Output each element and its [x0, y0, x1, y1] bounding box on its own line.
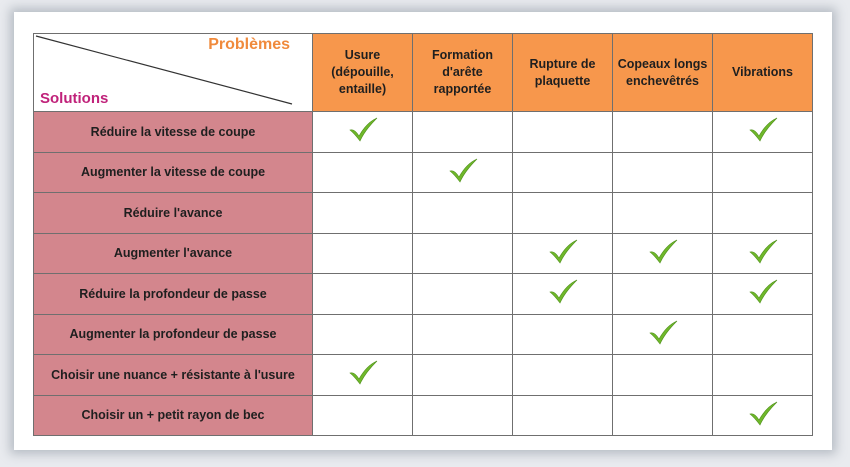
- check-mark-icon: [547, 238, 579, 264]
- matrix-body: [34, 112, 813, 436]
- matrix-cell: [613, 112, 713, 153]
- matrix-cell: [713, 152, 813, 193]
- matrix-cell: [613, 233, 713, 274]
- table-row: [34, 274, 813, 315]
- matrix-cell: [313, 314, 413, 355]
- check-mark-icon: [747, 116, 779, 142]
- problem-header-4: Vibrations: [713, 34, 813, 112]
- matrix-cell: [413, 355, 513, 396]
- matrix-cell: [413, 233, 513, 274]
- matrix-cell: [613, 314, 713, 355]
- problems-label: Problèmes: [208, 36, 290, 53]
- matrix-cell: [713, 395, 813, 436]
- matrix-cell: [313, 152, 413, 193]
- matrix-cell: [313, 395, 413, 436]
- matrix-cell: [413, 274, 513, 315]
- table-row: [34, 233, 813, 274]
- solution-label: Augmenter la profondeur de passe: [34, 314, 313, 355]
- check-mark-icon: [447, 157, 479, 183]
- solution-label: Réduire la profondeur de passe: [34, 274, 313, 315]
- matrix-cell: [513, 233, 613, 274]
- solution-label: Réduire la vitesse de coupe: [34, 112, 313, 153]
- matrix-cell: [413, 152, 513, 193]
- check-mark-icon: [647, 319, 679, 345]
- matrix-cell: [313, 233, 413, 274]
- table-row: [34, 314, 813, 355]
- matrix-cell: [413, 395, 513, 436]
- header-row: [34, 34, 813, 112]
- matrix-cell: [713, 314, 813, 355]
- matrix-cell: [413, 112, 513, 153]
- matrix-cell: [513, 395, 613, 436]
- matrix-cell: [713, 112, 813, 153]
- check-mark-icon: [747, 400, 779, 426]
- solution-label: Augmenter la vitesse de coupe: [34, 152, 313, 193]
- check-mark-icon: [747, 278, 779, 304]
- matrix-cell: [613, 395, 713, 436]
- check-mark-icon: [747, 238, 779, 264]
- solution-label: Augmenter l'avance: [34, 233, 313, 274]
- corner-cell: [34, 34, 313, 112]
- matrix-cell: [413, 314, 513, 355]
- problem-header-0: Usure (dépouille, entaille): [313, 34, 413, 112]
- check-mark-icon: [647, 238, 679, 264]
- matrix-cell: [513, 112, 613, 153]
- table-row: [34, 395, 813, 436]
- matrix-cell: [313, 274, 413, 315]
- check-mark-icon: [347, 116, 379, 142]
- table-row: [34, 193, 813, 234]
- matrix-cell: [713, 274, 813, 315]
- matrix-cell: [613, 152, 713, 193]
- table-row: [34, 355, 813, 396]
- solution-label: Choisir un + petit rayon de bec: [34, 395, 313, 436]
- matrix-cell: [713, 233, 813, 274]
- matrix-cell: [513, 314, 613, 355]
- check-mark-icon: [347, 359, 379, 385]
- matrix-cell: [613, 274, 713, 315]
- problem-solution-matrix: [33, 33, 813, 436]
- matrix-cell: [513, 274, 613, 315]
- matrix-cell: [513, 193, 613, 234]
- matrix-cell: [313, 112, 413, 153]
- matrix-cell: [413, 193, 513, 234]
- matrix-cell: [513, 152, 613, 193]
- matrix-cell: [713, 193, 813, 234]
- check-mark-icon: [547, 278, 579, 304]
- matrix-cell: [513, 355, 613, 396]
- matrix-cell: [313, 193, 413, 234]
- matrix-cell: [313, 355, 413, 396]
- table-row: [34, 112, 813, 153]
- problem-header-2: Rupture de plaquette: [513, 34, 613, 112]
- problem-header-1: Formation d'arête rapportée: [413, 34, 513, 112]
- matrix-cell: [713, 355, 813, 396]
- table-row: [34, 152, 813, 193]
- matrix-cell: [613, 193, 713, 234]
- matrix-cell: [613, 355, 713, 396]
- problem-header-3: Copeaux longs enchevêtrés: [613, 34, 713, 112]
- solutions-label: Solutions: [40, 90, 109, 107]
- solution-label: Choisir une nuance + résistante à l'usure: [34, 355, 313, 396]
- solution-label: Réduire l'avance: [34, 193, 313, 234]
